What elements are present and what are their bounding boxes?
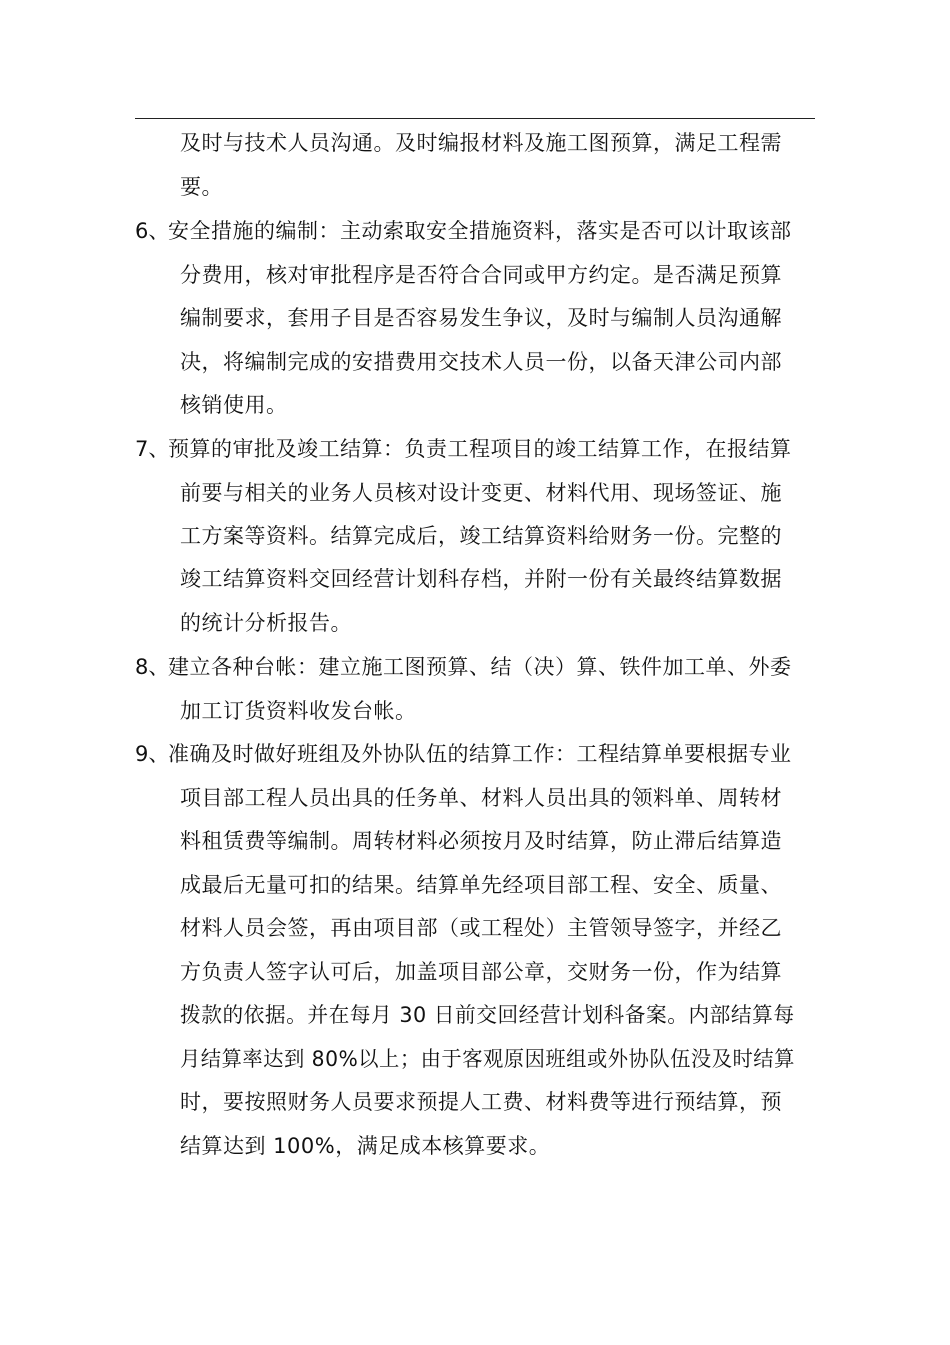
item-line: 决，将编制完成的安措费用交技术人员一份，以备天津公司内部 [180, 350, 782, 374]
item-number: 6、 [135, 219, 170, 243]
item-line: 方负责人签字认可后，加盖项目部公章，交财务一份，作为结算 [180, 960, 782, 984]
item-line: 建立各种台帐：建立施工图预算、结（决）算、铁件加工单、外委 [168, 655, 792, 679]
item-number: 8、 [135, 655, 170, 679]
item-line: 竣工结算资料交回经营计划科存档，并附一份有关最终结算数据 [180, 567, 782, 591]
item-line: 安全措施的编制：主动索取安全措施资料，落实是否可以计取该部 [168, 219, 792, 243]
item-line: 材料人员会签，再由项目部（或工程处）主管领导签字，并经乙 [180, 916, 782, 940]
item-line: 核销使用。 [180, 393, 288, 417]
item-line: 结算达到 100%，满足成本核算要求。 [180, 1134, 551, 1158]
item-line: 预算的审批及竣工结算：负责工程项目的竣工结算工作，在报结算 [168, 437, 792, 461]
item-number: 7、 [135, 437, 170, 461]
item-line: 分费用，核对审批程序是否符合合同或甲方约定。是否满足预算 [180, 263, 782, 287]
item-line: 时，要按照财务人员要求预提人工费、材料费等进行预结算，预 [180, 1090, 782, 1114]
item-line: 月结算率达到 80%以上；由于客观原因班组或外协队伍没及时结算 [180, 1047, 795, 1071]
header-rule [135, 118, 815, 119]
item-line: 编制要求，套用子目是否容易发生争议，及时与编制人员沟通解 [180, 306, 782, 330]
item-line: 料租赁费等编制。周转材料必须按月及时结算，防止滞后结算造 [180, 829, 782, 853]
item-line: 加工订货资料收发台帐。 [180, 699, 417, 723]
item-line: 拨款的依据。并在每月 30 日前交回经营计划科备案。内部结算每 [180, 1003, 795, 1027]
item-number: 9、 [135, 742, 170, 766]
item-line: 前要与相关的业务人员核对设计变更、材料代用、现场签证、施 [180, 481, 782, 505]
item-line: 项目部工程人员出具的任务单、材料人员出具的领料单、周转材 [180, 786, 782, 810]
item-line: 的统计分析报告。 [180, 611, 352, 635]
item-line: 成最后无量可扣的结果。结算单先经项目部工程、安全、质量、 [180, 873, 782, 897]
item-line: 准确及时做好班组及外协队伍的结算工作：工程结算单要根据专业 [168, 742, 792, 766]
intro-line: 要。 [180, 175, 223, 199]
intro-line: 及时与技术人员沟通。及时编报材料及施工图预算，满足工程需 [180, 131, 782, 155]
item-line: 工方案等资料。结算完成后，竣工结算资料给财务一份。完整的 [180, 524, 782, 548]
